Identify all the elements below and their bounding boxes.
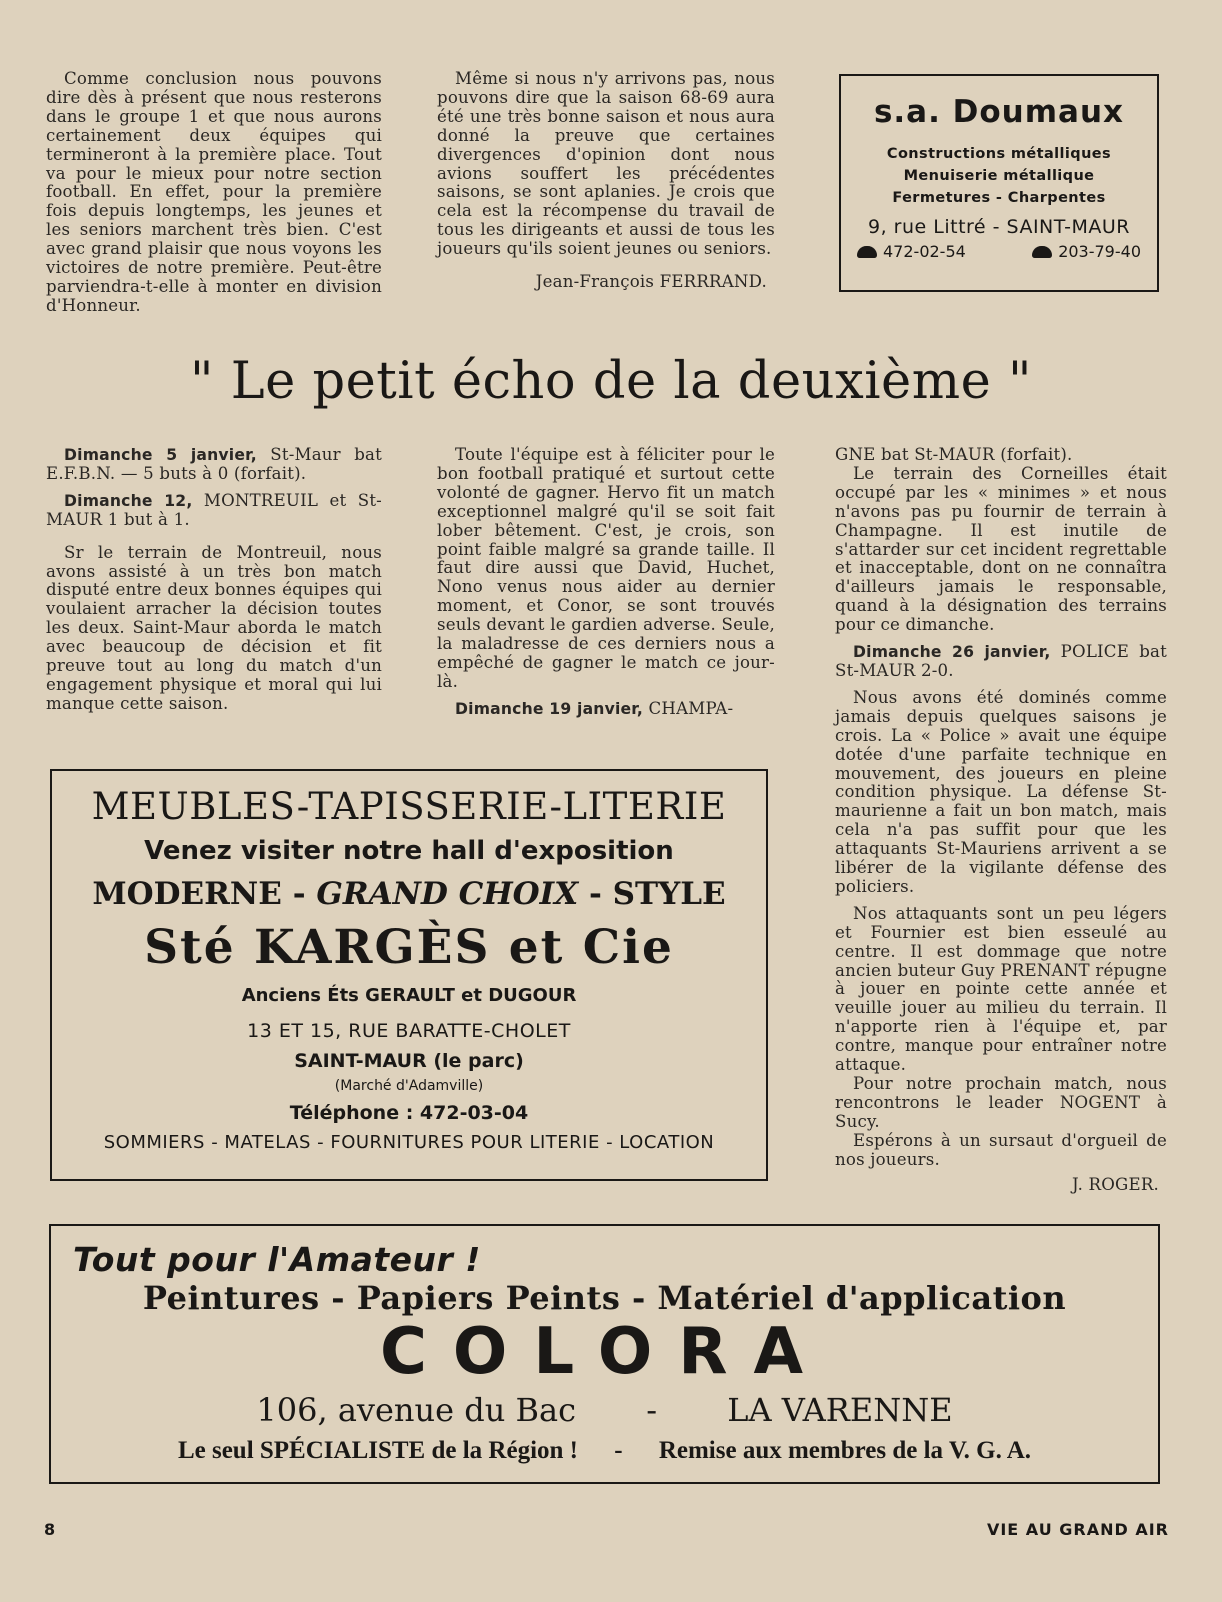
article-column-3 [835,446,1167,1194]
ad-address: 13 ET 15, RUE BARATTE-CHOLET [247,1020,571,1042]
ad-company-name: s.a. Doumaux [873,94,1125,130]
ad-products: SOMMIERS - MATELAS - FOURNITURES POUR LITERIE - LOCATION [103,1132,715,1153]
ad-specialist [51,1437,1158,1465]
ad-company-name: Sté KARGÈS et Cie [144,920,674,975]
date-heading: Dimanche 12, [64,491,193,510]
ad-line: Menuiserie métallique [903,168,1095,184]
separator: - [614,1437,623,1464]
paragraph [835,643,1167,681]
telephone-icon [857,246,877,258]
paragraph-text: MONTREUIL et St-MAUR 1 but à 1. [46,490,382,529]
paragraph: Espérons à un sursaut d'orgueil de nos joueurs. [835,1130,1167,1169]
paragraph [46,446,382,484]
ad-specialist-text: Le seul SPÉCIALISTE de la Région ! [177,1437,578,1464]
page-number: 8 [44,1520,56,1539]
ad-phones [841,238,1157,261]
paragraph [46,492,382,530]
paragraph-text: POLICE bat St-MAUR 2-0. [835,642,1167,680]
date-heading: Dimanche 19 janvier, [455,699,644,718]
paragraph: Pour notre prochain match, nous rencontrons le leader NOGENT à Sucy. [835,1074,1167,1131]
telephone-icon [1032,246,1052,258]
paragraph: Sr le terrain de Montreuil, nous avons assisté à un très bon match disputé entre deux bonnes équipes qui voulaient arracher la décision toutes les deux. Saint-Maur aborda le match avec beaucoup de décision et fit preuve tout au long du match d'un engagement physique et moral qui lui manque cette saison. [46,542,382,713]
phone-entry [1032,242,1141,261]
article-column-2 [437,446,775,719]
paragraph: Le terrain des Corneilles était occupé par les « minimes » et nous n'avons pas pu fournir de terrain à Champagne. Il est inutile de s'attarder sur cet incident regrettable et inacceptable, dont on ne connaîtra d'ailleurs jamais le responsable, quand à la désignation des terrains pour ce dimanche. [835,463,1167,635]
ad-address [51,1391,1158,1429]
ad-street: 106, avenue du Bac [256,1391,577,1429]
article-headline: " Le petit écho de la deuxième " [190,352,1032,411]
phone-number: 472-02-54 [883,242,966,261]
top-column-1 [46,70,382,316]
ad-line: Constructions métalliques [886,146,1112,162]
ad-karges [50,769,768,1181]
article-column-1 [46,446,382,714]
paragraph: Même si nous n'y arrivons pas, nous pouvons dire que la saison 68-69 aura été une très bonne saison et nous aura donné la preuve que certaines divergences d'opinion dont nous avions souffert les précédentes saisons, se sont aplanies. Je crois que cela est la récompense du travail de tous les dirigeants et aussi de tous les joueurs qu'ils soient jeunes ou seniors. [437,69,775,259]
top-column-2 [437,70,775,292]
paragraph: Toute l'équipe est à féliciter pour le bon football pratiqué et surtout cette volonté de gagner. Hervo fit un match exceptionnel malgré qu'il se soit fait lober bêtement. C'est, je crois, son point faible malgré sa grande taille. Il faut dire aussi que David, Huchet, Nono venus nous aider au dernier moment, et Conor, se sont trouvés seuls devant le gardien adverse. Seule, la maladresse de ces derniers nous a empêché de gagner le match ce jour-là. [437,445,775,691]
ad-colora [49,1224,1160,1484]
signature: J. ROGER. [1072,1174,1159,1194]
ad-market: (Marché d'Adamville) [334,1078,484,1094]
ad-doumaux [839,74,1159,292]
separator: - [646,1391,658,1429]
ad-town: LA VARENNE [727,1391,953,1429]
date-heading: Dimanche 26 janvier, [853,643,1051,662]
paragraph: Comme conclusion nous pouvons dire dès à présent que nous resterons dans le groupe 1 et que nous aurons certainement deux équipes qui termineront à la première place. Tout va pour le mieux pour notre section football. En effet, pour la première fois depuis longtemps, les jeunes et les seniors marchent très bien. C'est avec grand plaisir que nous voyons les victoires de notre première. Peut-être parviendra-t-elle à monter en division d'Honneur. [46,69,382,315]
phone-number: 203-79-40 [1058,242,1141,261]
ad-city: SAINT-MAUR (le parc) [294,1050,524,1072]
phone-entry [857,242,966,261]
ad-address: 9, rue Littré - SAINT-MAUR [868,216,1130,238]
ad-discount-text: Remise aux membres de la V. G. A. [658,1437,1032,1464]
ad-brand: COLORA [379,1315,830,1389]
paragraph-text: St-Maur bat E.F.B.N. — 5 buts à 0 (forfait). [46,445,382,483]
ad-style-choice: GRAND CHOIX [316,876,579,912]
ad-title: MEUBLES-TAPISSERIE-LITERIE [91,785,727,828]
date-heading: Dimanche 5 janvier, [64,446,257,464]
paragraph: Nos attaquants sont un peu légers et Fournier est bien esseulé au centre. Il est dommage que notre ancien buteur Guy PRENANT répugne à jouer en pointe cette année et veuille jouer au milieu du terrain. Il n'apporte rien à l'équipe et, par contre, manque pour entraîner notre attaque. [835,903,1167,1075]
ad-styles [52,876,766,912]
magazine-title: VIE AU GRAND AIR [986,1520,1169,1539]
signature: Jean-François FERRRAND. [535,272,767,292]
paragraph: GNE bat St-MAUR (forfait). [835,445,1073,464]
ad-phone: Téléphone : 472-03-04 [289,1102,529,1124]
ad-products: Peintures - Papiers Peints - Matériel d'application [142,1279,1067,1317]
ad-slogan: Tout pour l'Amateur ! [73,1240,481,1279]
paragraph: Nous avons été dominés comme jamais depuis quelques saisons je crois. La « Police » avait une équipe dotée d'une parfaite technique en mouvement, des joueurs en pleine condition physique. La défense St-maurienne a fait un bon match, mais cela n'a pas suffit pour que les attaquants St-Mauriens arrivent a se libérer de la vigilante défense des policiers. [835,687,1167,896]
ad-line: Fermetures - Charpentes [892,190,1106,206]
paragraph-text: CHAMPA- [643,698,734,718]
ad-invitation: Venez visiter notre hall d'exposition [144,836,674,866]
ad-former-owners: Anciens Éts GERAULT et DUGOUR [241,985,577,1006]
ad-style-modern: MODERNE - [92,876,317,912]
paragraph [437,700,775,719]
ad-style-style: - STYLE [578,876,726,912]
